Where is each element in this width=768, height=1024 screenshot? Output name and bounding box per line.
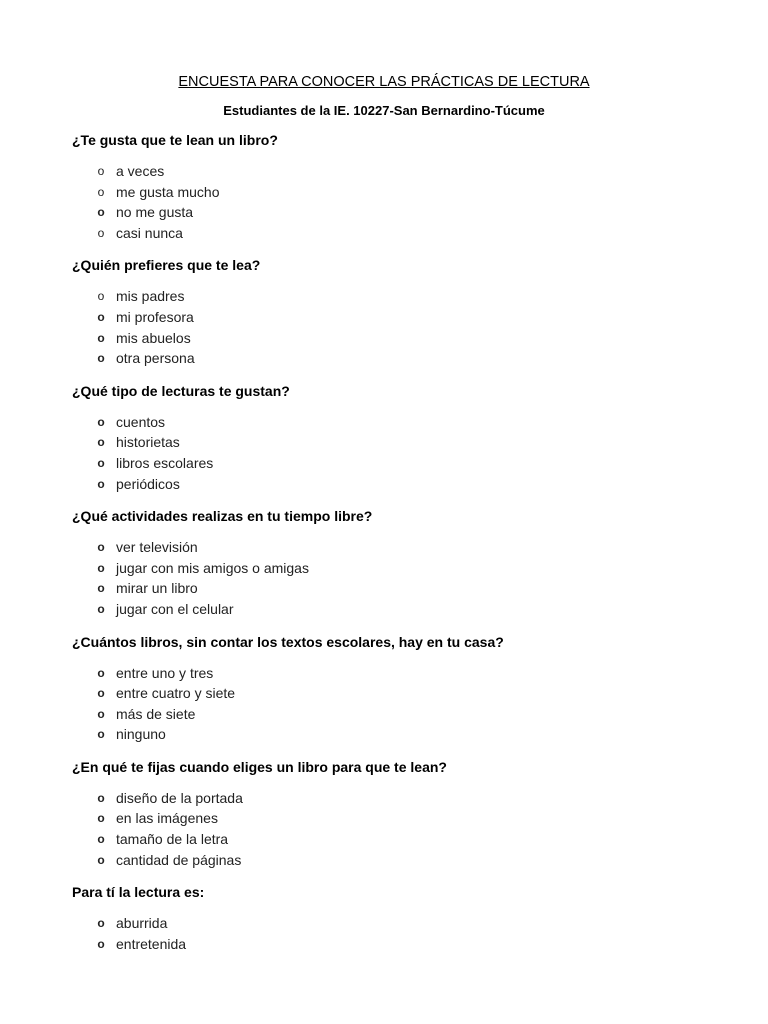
list-item <box>72 788 712 809</box>
option-label: otra persona <box>116 350 195 367</box>
option-label: entre uno y tres <box>116 664 214 681</box>
list-item <box>72 829 712 850</box>
list-item <box>72 683 712 704</box>
list-item <box>72 934 712 955</box>
circle-bullet-icon: o <box>97 560 105 575</box>
list-item <box>72 223 712 244</box>
circle-bullet-icon: o <box>97 852 105 867</box>
document-title: ENCUESTA PARA CONOCER LAS PRÁCTICAS DE LECTURA <box>178 74 590 90</box>
list-item <box>72 850 712 871</box>
circle-bullet-icon: o <box>97 811 105 826</box>
question-text: ¿Cuántos libros, sin contar los textos escolares, hay en tu casa? <box>72 633 504 650</box>
circle-bullet-icon: o <box>97 435 105 450</box>
option-label: entretenida <box>116 935 187 952</box>
option-label: más de siete <box>116 705 196 722</box>
list-item <box>72 307 712 328</box>
option-label: mi profesora <box>116 308 194 325</box>
option-label: ver televisión <box>116 539 198 556</box>
option-label: jugar con el celular <box>116 600 234 617</box>
option-label: tamaño de la letra <box>116 831 229 848</box>
option-label: cantidad de páginas <box>116 851 242 868</box>
circle-bullet-icon: o <box>97 225 105 240</box>
circle-bullet-icon: o <box>97 790 105 805</box>
list-item <box>72 599 712 620</box>
option-label: a veces <box>116 163 165 179</box>
option-label: entre cuatro y siete <box>116 685 236 702</box>
option-label: aburrida <box>116 915 168 932</box>
list-item <box>72 704 712 725</box>
circle-bullet-icon: o <box>97 330 105 345</box>
circle-bullet-icon: o <box>97 581 105 596</box>
question-text: ¿Qué tipo de lecturas te gustan? <box>72 382 290 399</box>
option-list <box>72 286 712 368</box>
option-label: cuentos <box>116 413 166 430</box>
option-label: mirar un libro <box>116 580 198 597</box>
list-item <box>72 182 712 203</box>
circle-bullet-icon: o <box>97 665 105 680</box>
option-label: ninguno <box>116 726 166 743</box>
circle-bullet-icon: o <box>97 706 105 721</box>
list-item <box>72 453 712 474</box>
circle-bullet-icon: o <box>97 414 105 429</box>
list-item <box>72 663 712 684</box>
list-item <box>72 558 712 579</box>
list-item <box>72 412 712 433</box>
circle-bullet-icon: o <box>97 289 105 304</box>
circle-bullet-icon: o <box>97 601 105 616</box>
option-label: en las imágenes <box>116 810 218 827</box>
list-item <box>72 348 712 369</box>
circle-bullet-icon: o <box>97 164 105 178</box>
list-item <box>72 202 712 223</box>
question-text: ¿Quién prefieres que te lea? <box>72 257 261 274</box>
option-label: historietas <box>116 434 180 451</box>
circle-bullet-icon: o <box>97 184 105 199</box>
list-item <box>72 286 712 307</box>
circle-bullet-icon: o <box>97 916 105 931</box>
option-label: jugar con mis amigos o amigas <box>116 559 309 576</box>
list-item <box>72 724 712 745</box>
document-subtitle: Estudiantes de la IE. 10227-San Bernardino-Túcume <box>223 103 545 118</box>
question-text: ¿En qué te fijas cuando eliges un libro para que te lean? <box>72 758 447 775</box>
question-text: Para tí la lectura es: <box>72 884 205 901</box>
option-list <box>72 913 712 954</box>
option-label: periódicos <box>116 475 180 492</box>
option-list <box>72 788 712 870</box>
circle-bullet-icon: o <box>97 832 105 847</box>
option-label: casi nunca <box>116 224 183 241</box>
list-item <box>72 161 712 182</box>
question-text: ¿Te gusta que te lean un libro? <box>72 132 278 148</box>
option-list <box>72 537 712 619</box>
circle-bullet-icon: o <box>97 936 105 951</box>
list-item <box>72 808 712 829</box>
list-item <box>72 578 712 599</box>
circle-bullet-icon: o <box>97 727 105 742</box>
option-list <box>72 412 712 494</box>
circle-bullet-icon: o <box>97 686 105 701</box>
list-item <box>72 328 712 349</box>
circle-bullet-icon: o <box>97 205 105 220</box>
list-item <box>72 913 712 934</box>
circle-bullet-icon: o <box>97 455 105 470</box>
circle-bullet-icon: o <box>97 351 105 366</box>
list-item <box>72 474 712 495</box>
option-label: no me gusta <box>116 204 194 221</box>
question-text: ¿Qué actividades realizas en tu tiempo libre? <box>72 508 373 525</box>
circle-bullet-icon: o <box>97 540 105 555</box>
option-label: me gusta mucho <box>116 183 220 200</box>
question-list <box>72 131 712 967</box>
option-list <box>72 161 712 243</box>
circle-bullet-icon: o <box>97 476 105 491</box>
option-label: mis abuelos <box>116 329 191 346</box>
option-label: diseño de la portada <box>116 789 243 806</box>
list-item <box>72 432 712 453</box>
option-list <box>72 663 712 745</box>
circle-bullet-icon: o <box>97 309 105 324</box>
list-item <box>72 537 712 558</box>
option-label: mis padres <box>116 288 185 305</box>
option-label: libros escolares <box>116 454 214 471</box>
